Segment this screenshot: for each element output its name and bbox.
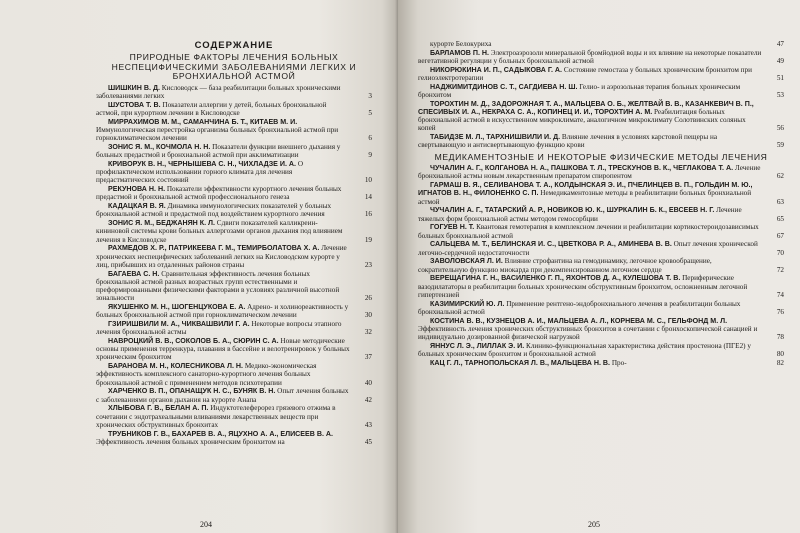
toc-entry <box>96 143 372 159</box>
toc-entry-authors: МИРРАХИМОВ М. М., САМАНЧИНА Б. Т., КИТАЕВ М. И. <box>108 117 298 126</box>
toc-entry-page: 70 <box>776 248 784 257</box>
toc-entry-authors: РЕКУНОВА Н. Н. <box>108 185 166 194</box>
toc-entry-page: 76 <box>776 307 784 316</box>
toc-entry-authors: ЗОНИС Я. М., КОЧМОЛА Н. Н. <box>108 142 211 151</box>
toc-entry-title: Электроаэрозоли минеральной бромйодной воды и их влияние на некоторые показатели вегетативной регуляции у больных бронхиальной астмой <box>418 48 762 65</box>
toc-entry-title: Кисловодск — база реабилитации больных хроническими заболеваниями легких <box>96 83 341 100</box>
toc-entry-text <box>418 66 762 82</box>
toc-entry-authors: КАДАЦКАЯ В. Я. <box>108 202 166 211</box>
toc-entry-page: 9 <box>368 151 372 160</box>
toc-entry-title: Клинико-функциональная характеристика действия простеноиа (ПГЕ2) у больных хроническим бронхитом и бронхиальной астмой <box>418 341 751 359</box>
toc-entry <box>418 133 784 149</box>
toc-entry-page: 65 <box>776 214 784 223</box>
toc-entry-authors: КРИВОРУК В. Н., ЧЕРНЫШЕВА С. Н., ЧИХЛАДЗЕ И. А. <box>108 159 297 168</box>
toc-entry <box>418 206 784 222</box>
right-entries-list-a <box>418 40 784 150</box>
toc-entry-title: Иммунологическая перестройка организма больных бронхиальной астмой при горноклиматическом лечении <box>96 125 339 143</box>
toc-entry-title: Индуктотелеферорез грязевого отжима в сочетании с эндотрахеальными вливаниями лекарственных веществ при хронических обструктивных бронхитах <box>96 404 336 429</box>
toc-entry-authors: ХАРЧЕНКО В. П., ОПАНАЩУК Н. С., БУНЯК В. Н. <box>108 387 276 396</box>
toc-entry-title: Некоторые вопросы этапного лечения бронхиальной астмы <box>96 320 342 337</box>
toc-entry-authors: КОСТИНА В. В., КУЗНЕЦОВ А. И., МАЛЬЦЕВА А. Л., КОРНЕВА М. С., ГЕЛЬФОНД М. Л. <box>430 316 728 325</box>
toc-entry-authors: ЯКУШЕНКО М. Н., ШОГЕНЦУКОВА Е. А. <box>108 303 246 311</box>
toc-entry <box>418 300 784 316</box>
toc-entry-title: курорте Белокуриха <box>430 40 492 48</box>
toc-entry <box>418 181 784 206</box>
toc-entry-title: Лечение тяжелых форм бронхиальной астмы методом гемосорбции <box>418 206 742 223</box>
toc-entry <box>418 66 784 82</box>
toc-entry-title: Гелио- и аэрозольная терапия больных хроническим бронхитом <box>418 82 741 99</box>
toc-entry <box>96 430 372 446</box>
page-number-left: 204 <box>200 520 212 529</box>
toc-entry-text <box>96 101 350 117</box>
toc-entry-text <box>418 83 762 99</box>
toc-entry <box>96 337 372 362</box>
toc-entry <box>96 160 372 185</box>
toc-entry-page: 74 <box>776 290 784 299</box>
toc-entry-page: 59 <box>776 141 784 150</box>
toc-entry-authors: КАЗИМИРСКИЙ Ю. Л. <box>430 299 505 308</box>
toc-entry-text <box>418 223 762 239</box>
toc-entry <box>418 49 784 65</box>
toc-entry-title: Периферические вазодилататоры в реабилитации больных хроническим обструктивным бронхитом, осложненным легочной гипертензией <box>418 274 748 299</box>
toc-entry-page: 40 <box>364 378 372 387</box>
toc-entry-title: Влияние строфантина на гемодинамику, легочное кровообращение, сократительную функцию миокарда при декомпенсированном легочном сердце <box>418 257 712 274</box>
toc-entry-page: 37 <box>364 353 372 362</box>
toc-entry-text <box>418 317 762 342</box>
toc-entry-title: Опыт лечения больных с заболеваниями органов дыхания на курорте Анапа <box>96 387 349 404</box>
toc-entry-text <box>96 404 350 429</box>
toc-entry <box>418 164 784 180</box>
toc-entry-page: 82 <box>776 358 784 367</box>
toc-entry-page: 23 <box>364 260 372 269</box>
toc-entry-page: 72 <box>776 265 784 274</box>
toc-entry-title: Состояние гемостаза у больных хроническим бронхитом при гелиоэлектротерапии <box>418 65 752 82</box>
toc-entry-text <box>96 244 350 269</box>
toc-entry-text <box>96 118 350 143</box>
toc-entry-page: 3 <box>368 91 372 100</box>
toc-entry-text <box>96 270 350 303</box>
toc-entry <box>418 83 784 99</box>
toc-entry-title: Эффективность лечения хронических обструктивных бронхитов в сочетании с бронхоскопической санацией и индивидуально дозированной физической нагрузкой <box>418 324 758 342</box>
toc-entry-title: Сравнительная эффективность лечения больных бронхиальной астмой разных возрастных групп естественными и преформированными физическими факторами в условиях различной высотной зональности <box>96 269 340 303</box>
toc-entry <box>96 387 372 403</box>
toc-entry-authors: РАХМЕДОВ Х. Р., ПАТРИКЕЕВА Г. М., ТЕМИРБОЛАТОВА Х. А. <box>108 244 320 253</box>
toc-entry-authors: ЗАВОЛОВСКАЯ Л. И. <box>430 257 503 266</box>
toc-entry-title: Медико-экономическая эффективность комплексного санаторно-курортного лечения больных бронхиальной астмой с применением методов психотерапии <box>96 362 317 387</box>
toc-entry-authors: ЯННУС Л. Э., ЛИЛЛАК Э. И. <box>430 341 525 350</box>
toc-entry-text <box>96 320 350 336</box>
toc-entry-text <box>418 133 762 149</box>
toc-entry-authors: НИКОРЮКИНА И. П., САДЫКОВА Г. А. <box>430 65 563 74</box>
toc-entry-page: 43 <box>364 420 372 429</box>
toc-entry-page: 16 <box>364 210 372 219</box>
toc-entry-text <box>418 100 762 133</box>
toc-entry-text <box>96 219 350 244</box>
toc-entry-title: Сдвиги показателей калликреин-кининовой системы крови больных аллергозами органов дыхания под влиянием лечения в Кисловодске <box>96 219 343 244</box>
toc-entry-authors: ГАРМАШ В. Я., СЕЛИВАНОВА Т. А., КОЛДЫНСКАЯ Э. И., ПЧЕЛИНЦЕВ В. П., ГОЛЬДИН М. Ю., ИГНАТОВ В. Н., ФИЛОНЕНКО С. П. <box>418 181 753 198</box>
toc-entry <box>96 185 372 201</box>
toc-entry-text <box>96 202 350 218</box>
section-heading-medication-methods: МЕДИКАМЕНТОЗНЫЕ И НЕКОТОРЫЕ ФИЗИЧЕСКИЕ МЕТОДЫ ЛЕЧЕНИЯ <box>434 151 768 162</box>
toc-entry <box>96 270 372 303</box>
toc-entry-page: 10 <box>364 176 372 185</box>
toc-entry-title: Лечение бронхиальной астмы новым лекарственным препаратом спиропентом <box>418 164 761 181</box>
toc-entry-page: 26 <box>364 294 372 303</box>
toc-entry-title: Показатели эффективности курортного лечения больных предастмой и бронхиальной астмой профессионального генеза <box>96 185 342 202</box>
toc-entry-authors: НАДЖИМИТДИНОВ С. Т., САГДИЕВА Н. Ш. <box>430 82 578 91</box>
toc-entry-authors: ГОГУЕВ Н. Т. <box>430 223 475 232</box>
toc-entry-page: 56 <box>776 124 784 133</box>
toc-entry-page: 53 <box>776 91 784 99</box>
toc-entry-page: 45 <box>364 437 372 446</box>
toc-entry-title: Адрено- и холинореактивность у больных бронхиальной астмой при горноклиматическом лечении <box>96 303 349 320</box>
toc-entry-page: 67 <box>776 231 784 240</box>
toc-entry-page: 32 <box>364 328 372 337</box>
toc-entry <box>418 223 784 239</box>
toc-entry-title: Реабилитация больных бронхиальной астмой в искусственном микроклимате, аналогичном микроклимату Солотвинских соляных копей <box>418 108 746 133</box>
toc-entry-page: 49 <box>776 57 784 65</box>
toc-entry <box>418 240 784 256</box>
toc-entry-authors: НАВРОЦКИЙ В. В., СОКОЛОВ Б. А., СЮРИН С. А. <box>108 337 279 345</box>
toc-entry <box>96 362 372 387</box>
toc-entry-authors: ЧУЧАЛИН А. Г., КОЛГАНОВА Н. А., ПАШКОВА Т. Л., ТРЕСКУНОВ В. К., ЧЕГЛАКОВА Т. А. <box>430 164 734 173</box>
toc-entry-title: О профилактическом использовании горного климата для лечения предастматических состояний <box>96 159 304 185</box>
toc-entry-authors: ШИШКИН В. Д. <box>108 83 160 92</box>
toc-entry <box>96 84 372 100</box>
toc-entry-authors: КАЦ Г. Л., ТАРНОПОЛЬСКАЯ Л. В., МАЛЬЦЕВА Н. В. <box>430 358 611 367</box>
right-entries-list-b <box>418 164 784 367</box>
toc-entry-authors: САЛЬЦЕВА М. Т., БЕЛИНСКАЯ И. С., ЦВЕТКОВА Р. А., АМИНЕВА В. В. <box>430 240 672 249</box>
toc-entry-text <box>418 274 762 299</box>
toc-entry <box>418 342 784 358</box>
toc-entry-authors: ГЗИРИШВИЛИ М. А., ЧИКВАШВИЛИ Г. А. <box>108 320 250 328</box>
toc-entry-authors: ЧУЧАЛИН А. Г., ТАТАРСКИЙ А. Р., НОВИКОВ Ю. К., ШУРКАЛИН Б. К., ЕВСЕЕВ Н. Г. <box>430 206 715 215</box>
toc-entry-text <box>96 185 350 201</box>
left-entries-list <box>96 84 372 446</box>
toc-entry-title: Лечение хронических неспецифических заболеваний легких на Кисловодском курорте у лиц, прибывших из отдаленных районов страны <box>96 244 347 269</box>
left-page <box>0 0 398 533</box>
toc-entry-page: 19 <box>364 235 372 244</box>
toc-entry-page: 51 <box>776 74 784 82</box>
toc-entry-title: Влияние лечения в условиях карстовой пещеры на свертывающую и антисвертывающую функцию крови <box>418 133 718 150</box>
toc-entry-title: Немедикаментозные методы в реабилитации больных бронхиальной астмой <box>418 189 752 206</box>
right-page <box>398 0 800 533</box>
toc-entry-title: Показатели аллергии у детей, больных бронхиальной астмой, при курортном лечении в Кисловодске <box>96 100 327 117</box>
toc-entry-authors: ВЕРЕЩАГИНА Г. Н., ВАСИЛЕНКО Г. П., ЯХОНТОВ Д. А., КУЛЕШОВА Т. В. <box>430 274 681 283</box>
toc-entry-page: 14 <box>364 193 372 202</box>
toc-entry-text <box>418 49 762 65</box>
toc-entry-title: Показатели функции внешнего дыхания у больных предастмой и бронхиальной астмой при акклиматизации <box>96 142 341 160</box>
toc-entry-text <box>418 206 762 222</box>
toc-entry-text <box>96 387 350 403</box>
toc-entry <box>96 101 372 117</box>
toc-entry-authors: ХЛЫБОВА Г. В., БЕЛАН А. П. <box>108 404 209 413</box>
toc-entry <box>418 257 784 273</box>
toc-entry-text <box>418 257 762 273</box>
toc-entry-title: Опыт лечения хронической легочно-сердечной недостаточности <box>418 240 758 257</box>
toc-entry-authors: БАРЛАМОВ П. Н. <box>430 48 489 57</box>
toc-entry-title: Динамика иммунологических показателей у больных бронхиальной астмой и предастмой под воздействием курортного лечения <box>96 202 332 219</box>
toc-entry-page: 47 <box>776 40 784 48</box>
toc-entry-title: Про- <box>611 358 627 367</box>
toc-entry-text <box>418 240 762 256</box>
toc-entry-text <box>418 164 762 180</box>
toc-entry <box>418 359 784 367</box>
toc-entry-text <box>96 160 350 185</box>
toc-entry-page: 6 <box>368 134 372 143</box>
toc-entry <box>96 118 372 143</box>
toc-entry <box>418 317 784 342</box>
toc-entry-text <box>418 300 762 316</box>
toc-entry-authors: ЗОНИС Я. М., БЕДЖАНЯН К. Л. <box>108 219 215 228</box>
toc-entry <box>96 219 372 244</box>
toc-entry-title: Применение рентгено-эндобронхиального лечения в реабилитации больных бронхиальной астмой <box>418 299 741 316</box>
toc-entry <box>96 303 372 319</box>
toc-entry <box>96 244 372 269</box>
page-number-right: 205 <box>588 520 600 529</box>
toc-entry-text <box>418 181 762 206</box>
toc-entry-authors: БАРАНОВА М. Н., КОЛЕСНИКОВА Л. Н. <box>108 362 244 371</box>
toc-entry-text <box>418 342 762 358</box>
toc-entry-title: Эффективность лечения больных хроническим бронхитом на <box>96 437 285 446</box>
toc-entry-text <box>96 143 350 159</box>
toc-entry-authors: БАГАЕВА С. Н. <box>108 269 160 278</box>
toc-entry-page: 42 <box>364 395 372 404</box>
toc-entry <box>418 274 784 299</box>
toc-entry-text <box>418 40 762 48</box>
toc-entry-page: 78 <box>776 333 784 342</box>
toc-entry <box>96 202 372 218</box>
toc-entry-page: 80 <box>776 350 784 359</box>
toc-entry-title: Квантовая гемотерапия в комплексном лечении и реабилитации кортикостероидозависимых больных бронхиальной астмой <box>418 223 759 240</box>
toc-entry-text <box>96 337 350 362</box>
contents-heading: СОДЕРЖАНИЕ <box>194 40 274 51</box>
toc-entry-page: 63 <box>776 197 784 206</box>
toc-entry-authors: ТРУБНИКОВ Г. В., БАХАРЕВ В. А., ЯЦУХНО А. А., ЕЛИСЕЕВ В. А. <box>108 429 334 438</box>
toc-entry-page: 5 <box>368 108 372 117</box>
toc-entry-text <box>96 362 350 387</box>
section-heading-natural-factors: ПРИРОДНЫЕ ФАКТОРЫ ЛЕЧЕНИЯ БОЛЬНЫХ НЕСПЕЦИФИЧЕСКИМИ ЗАБОЛЕВАНИЯМИ ЛЕГКИХ И БРОНХИАЛЬНОЙ АСТМОЙ <box>111 52 357 82</box>
toc-entry-authors: ТАБИДЗЕ М. Л., ТАРХНИШВИЛИ И. Д. <box>430 133 561 142</box>
toc-entry-text <box>418 359 762 367</box>
toc-entry <box>418 100 784 133</box>
toc-entry <box>418 40 784 48</box>
toc-entry <box>96 320 372 336</box>
toc-entry-text <box>96 303 350 319</box>
toc-entry-authors: ШУСТОВА Т. В. <box>108 100 161 109</box>
toc-entry-page: 30 <box>364 311 372 320</box>
toc-entry-text <box>96 430 350 446</box>
toc-entry-authors: ТОРОХТИН М. Д., ЗАДОРОЖНАЯ Т. А., МАЛЬЦЕВА О. Б., ЖЕЛТВАЙ В. В., КАЗАНКЕВИЧ В. П., СПЕСИВЫХ И. А., НЕКРАХА С. А., КОПИНЕЦ И. И., ТОРОХТИН А. М. <box>418 99 754 116</box>
toc-entry-title: Новые методические основы применения терренкура, плавания в бассейне и велотренировок у больных хроническим бронхитом <box>96 337 350 362</box>
toc-entry <box>96 404 372 429</box>
toc-entry-text <box>96 84 350 100</box>
toc-entry-page: 62 <box>776 172 784 181</box>
